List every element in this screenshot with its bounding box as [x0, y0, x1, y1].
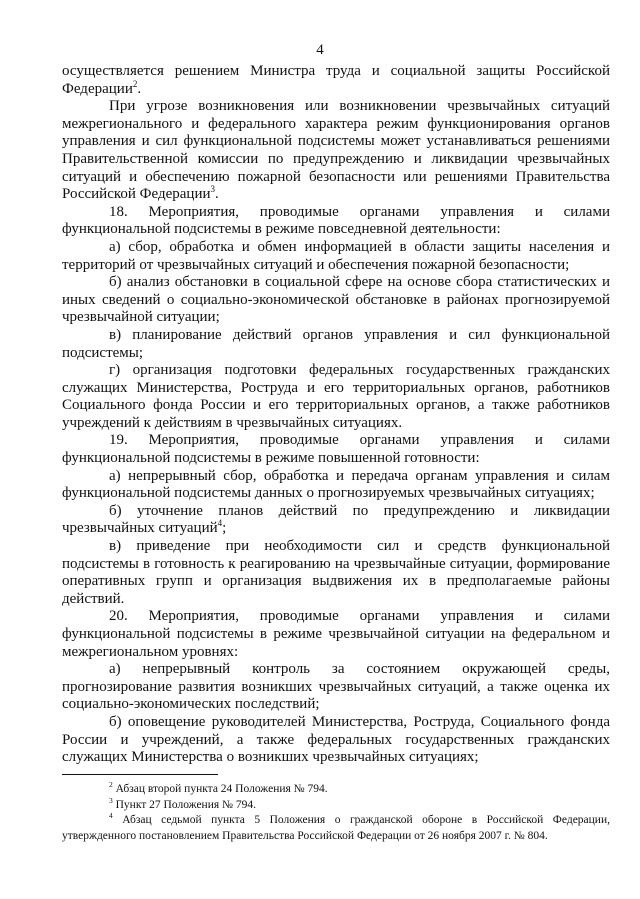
paragraph [62, 503, 610, 538]
footnote-text: Абзац второй пункта 24 Положения № 794. [115, 783, 328, 795]
paragraph: 19. Мероприятия, проводимые органами управления и силами функциональной подсистемы в режиме повышенной готовности: [62, 432, 610, 467]
footnote-mark: 3 [109, 795, 113, 805]
paragraph: в) планирование действий органов управления и сил функциональной подсистемы; [62, 326, 610, 361]
footnote-ref: 4 [217, 518, 223, 529]
paragraph: а) непрерывный сбор, обработка и передача органам управления и силам функциональной подсистемы данных о прогнозируемых чрезвычайных ситуациях; [62, 467, 610, 502]
paragraph: в) приведение при необходимости сил и средств функциональной подсистемы в готовность к реагированию на чрезвычайные ситуации, формирование оперативных групп и организация выдвижения их в предполагаемые районы действий. [62, 538, 610, 607]
paragraph-text: осуществляется решением Министра труда и социальной защиты Российской Федерации [62, 63, 610, 97]
footnote-text: Пункт 27 Положения № 794. [115, 798, 256, 811]
footnote-ref: 2 [132, 78, 138, 89]
footnote-divider [62, 774, 218, 775]
paragraph: г) организация подготовки федеральных государственных гражданских служащих Министерства, Роструда и его территориальных органов, работников Социального фонда России и его территориальных органов, а также работников учреждений к действиям в чрезвычайных ситуациях. [62, 362, 610, 431]
paragraph: а) сбор, обработка и обмен информацией в области защиты населения и территорий от чрезвычайных ситуаций и обеспечения пожарной безопасности; [62, 238, 610, 273]
footnote [62, 782, 610, 798]
paragraph: 18. Мероприятия, проводимые органами управления и силами функциональной подсистемы в режиме повседневной деятельности: [62, 203, 610, 238]
page-number: 4 [316, 42, 324, 58]
paragraph [62, 63, 610, 98]
paragraph-tail: . [215, 186, 219, 203]
paragraph: а) непрерывный контроль за состоянием окружающей среды, прогнозирование развития возникших чрезвычайных ситуаций, а также оценка их социально-экономических последствий; [62, 661, 610, 713]
footnote-mark: 4 [109, 811, 113, 821]
footnote-mark: 2 [109, 780, 113, 790]
footnote [62, 795, 610, 814]
footnote-ref: 3 [210, 184, 216, 195]
paragraph-tail: . [137, 80, 142, 97]
paragraph-text: б) уточнение планов действий по предупреждению и ликвидации чрезвычайных ситуаций [62, 502, 610, 537]
paragraph-text: При угрозе возникновения или возникновении чрезвычайных ситуаций межрегионального и федерального характера режим функционирования органов управления и сил функциональной подсистемы может устанавливаться решениями Правительственной комиссии по предупреждению и ликвидации чрезвычайных ситуаций и обеспечению пожарной безопасности или решениями Правительства Российской Федерации [62, 98, 610, 203]
paragraph-tail: ; [222, 520, 227, 537]
paragraph: б) оповещение руководителей Министерства, Роструда, Социального фонда России и учреждений, а также федеральных государственных гражданских служащих Министерства о возникших чрезвычайных ситуациях; [62, 713, 610, 766]
footnotes [62, 782, 610, 844]
paragraph: 20. Мероприятия, проводимые органами управления и силами функциональной подсистемы в режиме чрезвычайной ситуации на федеральном и межрегиональном уровнях: [62, 608, 610, 660]
footnote [62, 813, 610, 844]
paragraph [62, 98, 610, 204]
paragraph: б) анализ обстановки в социальной сфере на основе сбора статистических и иных сведений о социально-экономической обстановке в районах прогнозируемой чрезвычайной ситуации; [62, 274, 610, 326]
body-text [62, 63, 610, 767]
footnote-text: Абзац седьмой пункта 5 Положения о гражданской обороне в Российской Федерации, утвержденного постановлением Правительства Российской Федерации от 26 ноября 2007 г. № 804. [62, 814, 610, 842]
